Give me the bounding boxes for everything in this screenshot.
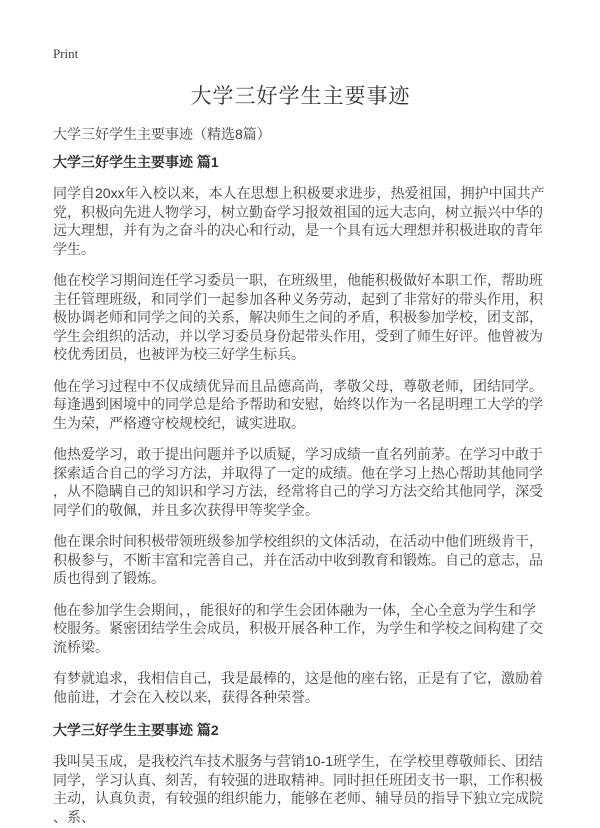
- paragraph: 我叫吴玉成，是我校汽车技术服务与营销10-1班学生，在学校里尊敬师长、团结同学，学习认真、刻苦，有较强的进取精神。同时担任班团支书一职，工作积极主动，认真负责，有较强的组织能力，能够在老师、辅导员的指导下独立完成院、系、: [53, 753, 544, 825]
- paragraph: 他热爱学习，敢于提出问题并予以质疑，学习成绩一直名列前茅。在学习中敢于探索适合自己的学习方法，并取得了一定的成绩。他在学习上热心帮助其他同学，从不隐瞒自己的知识和学习方法，经常将自己的学习方法交给其他同学，深受同学们的敬佩，并且多次获得甲等奖学金。: [53, 446, 543, 518]
- page-title: 大学三好学生主要事迹: [190, 85, 411, 108]
- section-heading-2: 大学三好学生主要事迹 篇2: [53, 722, 219, 738]
- paragraph: 有梦就追求，我相信自己，我是最棒的，这是他的座右铭，正是有了它，激励着他前进，才会在入校以来，获得各种荣誉。: [53, 670, 543, 705]
- paragraph: 他在课余时间积极带领班级参加学校组织的文体活动，在活动中他们班级肯干，积极参与，不断丰富和完善自己，并在活动中收到教育和锻炼。自己的意志，品质也得到了锻炼。: [53, 533, 543, 586]
- print-link[interactable]: Print: [53, 46, 79, 61]
- paragraph: 他在学习过程中不仅成绩优异而且品德高尚，孝敬父母，尊敬老师，团结同学。每逢遇到困境中的同学总是给予帮助和安慰，始终以作为一名昆明理工大学的学生为荣，严格遵守校规校纪，诚实进取。: [53, 377, 543, 431]
- paragraph: 他在校学习期间连任学习委员一职，在班级里，他能积极做好本职工作，帮助班主任管理班级，和同学们一起参加各种义务劳动，起到了非常好的带头作用，积极协调老师和同学之间的关系，解决师生之间的矛盾，积极参加学校，团支部，学生会组织的活动，并以学习委员身份起带头作用，受到了师生好评。他曾被为校优秀团员，也被评为校三好学生标兵。: [53, 272, 543, 362]
- document-subtitle: 大学三好学生主要事迹（精选8篇）: [53, 126, 271, 142]
- section-heading-1: 大学三好学生主要事迹 篇1: [53, 154, 219, 170]
- paragraph: 同学自20xx年入校以来，本人在思想上积极要求进步，热爱祖国，拥护中国共产党，积极向先进人物学习，树立勤奋学习报效祖国的远大志向，树立振兴中华的远大理想，并有为之奋斗的决心和行动，是一个具有远大理想并积极进取的青年学生。: [53, 185, 545, 257]
- paragraph: 他在参加学生会期间，，能很好的和学生会团体融为一体，全心全意为学生和学校服务。紧密团结学生会成员，积极开展各种工作，为学生和学校之间构建了交流桥梁。: [53, 601, 543, 655]
